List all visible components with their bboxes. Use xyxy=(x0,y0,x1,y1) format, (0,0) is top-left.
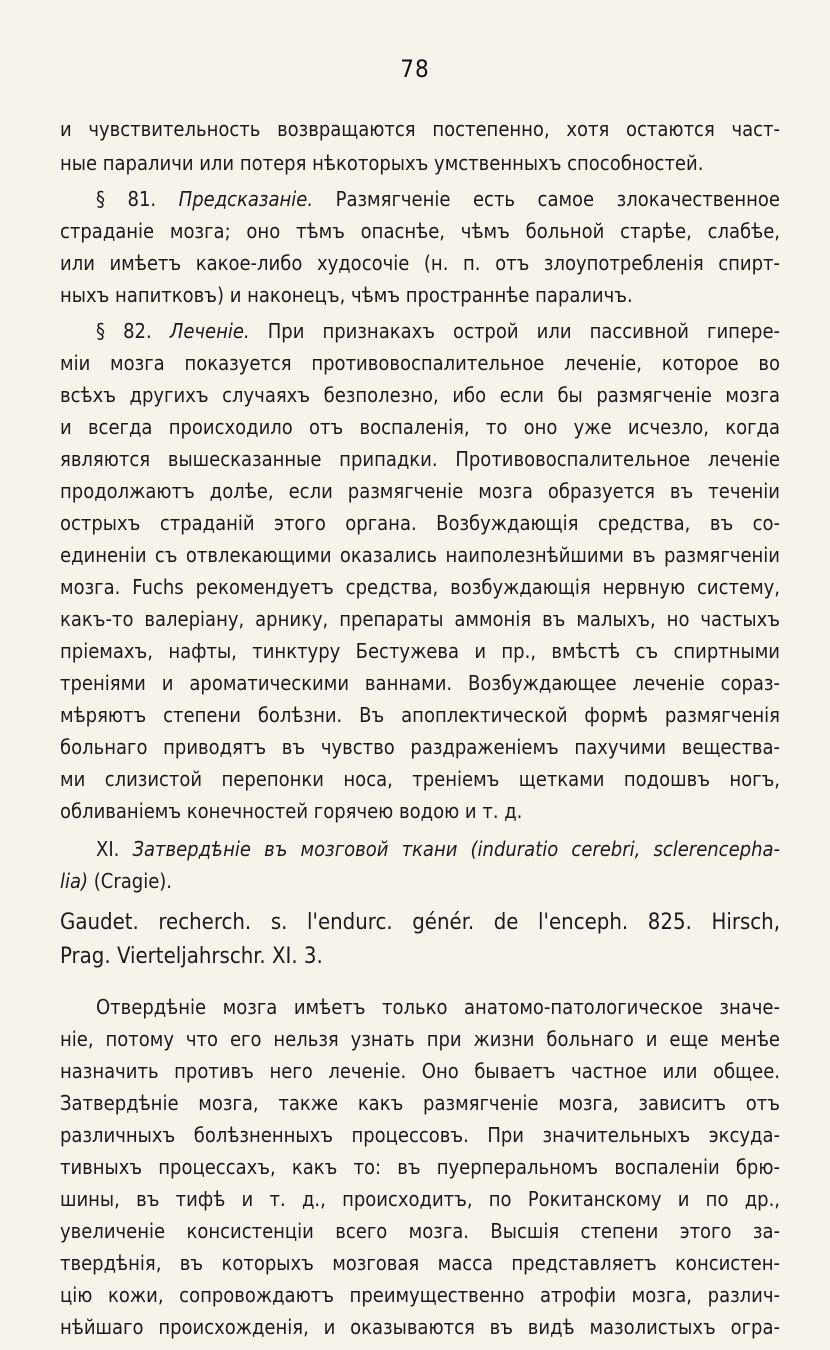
text-line: мѣряютъ степени болѣзни. Въ апоплектической формѣ размягченія xyxy=(60,703,780,727)
text-line: острыхъ страданій этого органа. Возбуждающія средства, въ со- xyxy=(60,511,780,535)
text-line: треніями и ароматическими ваннами. Возбуждающее леченіе сораз- xyxy=(60,671,780,695)
section-number: XI. xyxy=(96,837,120,861)
text-line: цію кожи, сопровождаютъ преимущественно атрофіи мозга, различ- xyxy=(60,1283,780,1307)
text-line: ныхъ напитковъ) и наконецъ, чѣмъ пространнѣе параличъ. xyxy=(60,283,633,307)
text-line: какъ-то валеріану, арнику, препараты аммонія въ малыхъ, но частыхъ xyxy=(60,607,780,631)
text-line: больнаго приводятъ въ чувство раздраженіемъ пахучими вещества- xyxy=(60,735,780,759)
text-line: или имѣетъ какое-либо худосочіе (н. п. отъ злоупотребленія спирт- xyxy=(60,251,780,275)
section-title-prognosis: Предсказаніе. xyxy=(178,187,314,211)
section-xi-heading-line-2 xyxy=(60,864,780,898)
section-text: Размягченіе есть самое злокачественное xyxy=(313,187,780,211)
text-line: являются вышесказанные припадки. Противовоспалительное леченіе xyxy=(60,447,780,471)
section-number: § 82. xyxy=(96,319,152,343)
text-line: пріемахъ, нафты, тинктуру Бестужева и пр., вмѣстѣ съ спиртными xyxy=(60,639,780,663)
reference-line: Gaudet. recherch. s. l'endurc. génér. de l'enceph. 825. Hirsch, xyxy=(60,910,780,935)
text-line: ные параличи или потеря нѣкоторыхъ умственныхъ способностей. xyxy=(60,151,704,175)
text-line: Затвердѣніе мозга, также какъ размягченіе мозга, зависитъ отъ xyxy=(60,1091,780,1115)
section-text: При признакахъ острой или пассивной гипере- xyxy=(249,319,781,343)
text-line: единеніи съ отвлекающими оказались наиполезнѣйшими въ размягченіи xyxy=(60,543,780,567)
text-line: міи мозга показуется противовоспалительное леченіе, которое во xyxy=(60,351,780,375)
section-title-author: (Cragie). xyxy=(88,869,173,893)
section-title-treatment: Леченіе. xyxy=(169,319,250,343)
reference-line: Prag. Vierteljahrschr. XI. 3. xyxy=(60,944,323,969)
section-title-induration: Затвердѣніе въ мозговой ткани (induratio cerebri, sclerencepha- xyxy=(132,837,780,861)
text-line: продолжаютъ долѣе, если размягченіе мозга образуется въ теченіи xyxy=(60,479,780,503)
section-81-heading-line xyxy=(96,182,780,216)
section-title-latin-end: lia) xyxy=(60,869,89,893)
text-line: различныхъ болѣзненныхъ процессовъ. При значительныхъ эксуда- xyxy=(60,1123,780,1147)
text-line: нѣйшаго происхожденія, и оказываются въ видѣ мазолистыхъ огра- xyxy=(60,1315,780,1339)
text-line: тивныхъ процессахъ, какъ то: въ пуерперальномъ воспаленіи брю- xyxy=(60,1155,780,1179)
text-line: твердѣнія, въ которыхъ мозговая масса представляетъ консистен- xyxy=(60,1251,780,1275)
text-line: Отвердѣніе мозга имѣетъ только анатомо-патологическое значе- xyxy=(96,995,780,1019)
section-82-heading-line xyxy=(96,314,780,348)
text-line: ми слизистой перепонки носа, треніемъ щетками подошвъ ногъ, xyxy=(60,767,780,791)
section-number: § 81. xyxy=(96,187,157,211)
text-line: всѣхъ другихъ случаяхъ безполезно, ибо если бы размягченіе мозга xyxy=(60,383,780,407)
text-line: и всегда происходило отъ воспаленія, то оно уже исчезло, когда xyxy=(60,415,780,439)
text-line: и чувствительность возвращаются постепенно, хотя остаются част- xyxy=(60,117,780,141)
text-line: обливаніемъ конечностей горячею водою и т. д. xyxy=(60,799,523,823)
text-line: шины, въ тифѣ и т. д., происходитъ, по Рокитанскому и по др., xyxy=(60,1187,780,1211)
text-line: мозга. Fuchs рекомендуетъ средства, возбуждающія нервную систему, xyxy=(60,575,780,599)
text-line: страданіе мозга; оно тѣмъ опаснѣе, чѣмъ больной старѣе, слабѣе, xyxy=(60,219,780,243)
text-line: назначить противъ него леченіе. Оно бываетъ частное или общее. xyxy=(60,1059,780,1083)
text-line: ніе, потому что его нельзя узнать при жизни больнаго и еще менѣе xyxy=(60,1027,780,1051)
page-number: 78 xyxy=(400,55,430,83)
text-line: увеличеніе консистенціи всего мозга. Высшія степени этого за- xyxy=(60,1219,780,1243)
section-xi-heading-line xyxy=(96,832,780,866)
